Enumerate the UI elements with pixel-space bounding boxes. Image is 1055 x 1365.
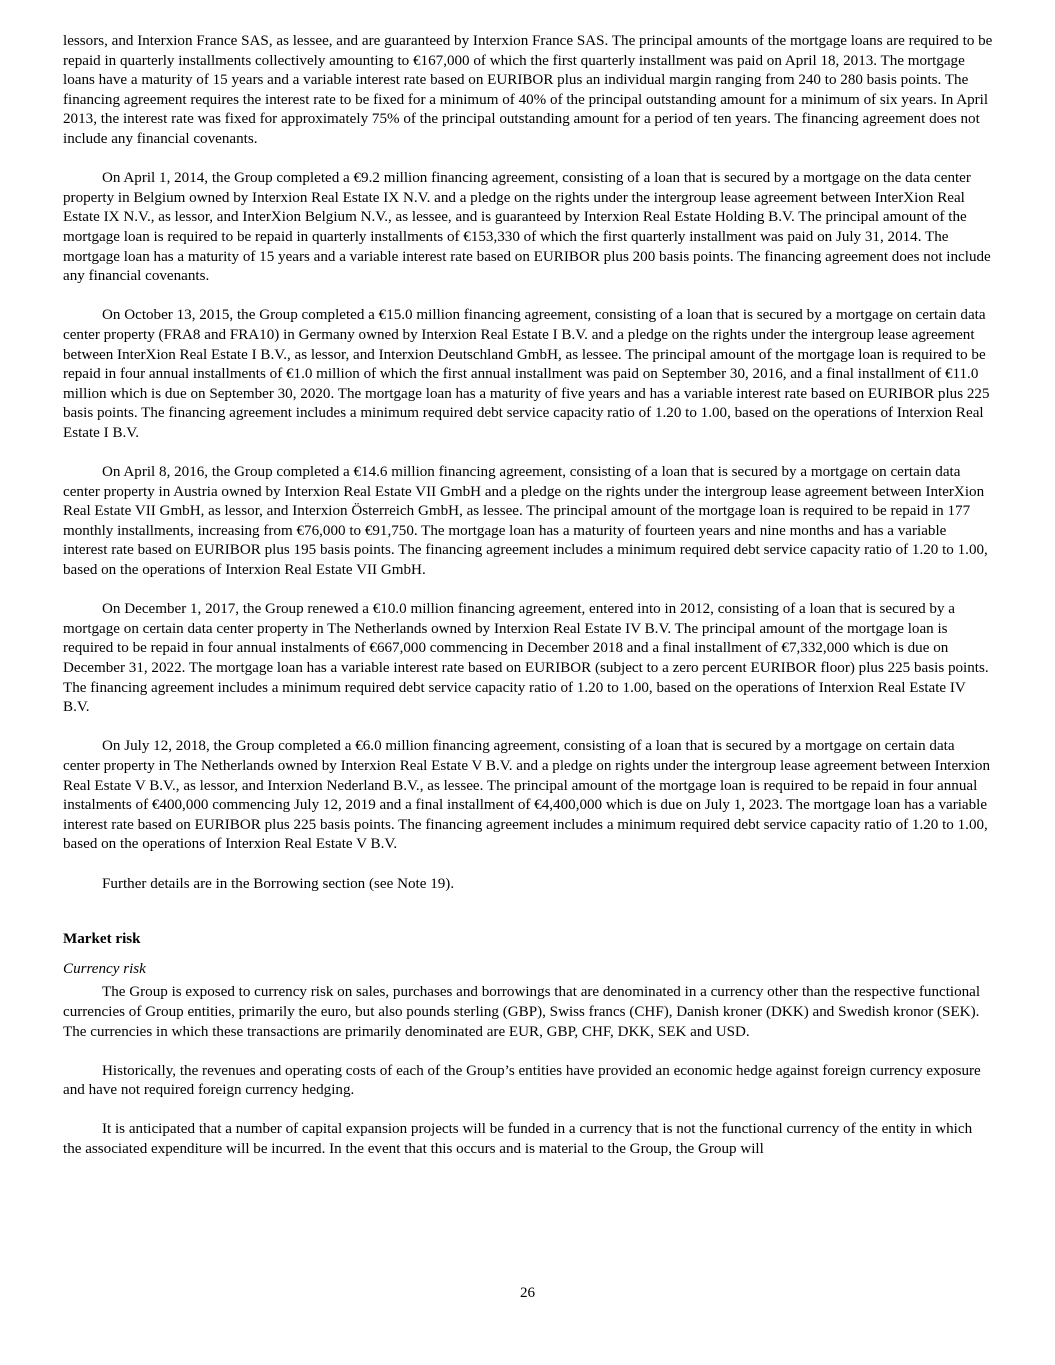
- paragraph-interxion-france-loans: lessors, and Interxion France SAS, as lessee, and are guaranteed by Interxion France SAS. The principal amounts of the mortgage loans are required to be repaid in quarterly installments collectively amounting to €167,000 of which the first quarterly installment was paid on April 18, 2013. The mortgage loans have a maturity of 15 years and a variable interest rate based on EURIBOR plus an individual margin ranging from 240 to 280 basis points. The financing agreement requires the interest rate to be fixed for a minimum of 40% of the principal outstanding amount for a minimum of six years. In April 2013, the interest rate was fixed for approximately 75% of the principal outstanding amount for a period of ten years. The financing agreement does not include any financial covenants.: [63, 33, 993, 147]
- paragraph-germany-financing: On October 13, 2015, the Group completed a €15.0 million financing agreement, consisting of a loan that is secured by a mortgage on certain data center property (FRA8 and FRA10) in Germany owned by Interxion Real Estate I B.V. and a pledge on the rights under the intergroup lease agreement between InterXion Real Estate I B.V., as lessor, and Interxion Deutschland GmbH, as lessee. The principal amount of the mortgage loan is required to be repaid in four annual installments of €1.0 million of which the first annual installment was paid on September 30, 2016, and a final installment of €11.0 million which is due on September 30, 2020. The mortgage loan has a maturity of five years and has a variable interest rate based on EURIBOR plus 225 basis points. The financing agreement includes a minimum required debt service capacity ratio of 1.20 to 1.00, based on the operations of Interxion Real Estate I B.V.: [63, 307, 990, 441]
- paragraph-economic-hedge: Historically, the revenues and operating costs of each of the Group’s entities have provided an economic hedge against foreign currency exposure and have not required foreign currency hedging.: [63, 1062, 981, 1099]
- paragraph-currency-exposure: The Group is exposed to currency risk on sales, purchases and borrowings that are denominated in a currency other than the respective functional currencies of Group entities, primarily the euro, but also pounds sterling (GBP), Swiss francs (CHF), Danish kroner (DKK) and Swedish kronor (SEK). The currencies in which these transactions are primarily denominated are EUR, GBP, CHF, DKK, SEK and USD.: [63, 984, 981, 1040]
- page-number: 26: [519, 1285, 536, 1301]
- paragraph-borrowing-reference: Further details are in the Borrowing section (see Note 19).: [102, 875, 455, 892]
- paragraph-capital-expansion: It is anticipated that a number of capital expansion projects will be funded in a currency that is not the functional currency of the entity in which the associated expenditure will be incurred. In the event that this occurs and is material to the Group, the Group will: [63, 1121, 973, 1158]
- paragraph-netherlands-iv-financing: On December 1, 2017, the Group renewed a €10.0 million financing agreement, entered into in 2012, consisting of a loan that is secured by a mortgage on certain data center property in The Netherlands owned by Interxion Real Estate IV B.V. The principal amount of the mortgage loan is required to be repaid in four annual instalments of €667,000 commencing in December 2018 and a final installment of €7,332,000 which is due on December 31, 2022. The mortgage loan has a variable interest rate based on EURIBOR (subject to a zero percent EURIBOR floor) plus 225 basis points. The financing agreement includes a minimum required debt service capacity ratio of 1.20 to 1.00, based on the operations of Interxion Real Estate IV B.V.: [63, 601, 989, 716]
- market-risk-heading: Market risk: [63, 931, 141, 948]
- currency-risk-heading: Currency risk: [63, 960, 146, 977]
- paragraph-netherlands-v-financing: On July 12, 2018, the Group completed a €6.0 million financing agreement, consisting of a loan that is secured by a mortgage on certain data center property in The Netherlands owned by Interxion Real Estate V B.V. and a pledge on rights under the intergroup lease agreement between Interxion Real Estate V B.V., as lessor, and Interxion Nederland B.V., as lessee. The principal amount of the mortgage loan is required to be repaid in four annual instalments of €400,000 commencing July 12, 2019 and a final installment of €4,400,000 which is due on July 1, 2023. The mortgage loan has a variable interest rate based on EURIBOR plus 225 basis points. The financing agreement includes a minimum required debt service capacity ratio of 1.20 to 1.00, based on the operations of Interxion Real Estate V B.V.: [63, 738, 991, 853]
- document-page: [63, 32, 993, 1160]
- paragraph-austria-financing: On April 8, 2016, the Group completed a €14.6 million financing agreement, consisting of a loan that is secured by a mortgage on certain data center property in Austria owned by Interxion Real Estate VII GmbH and a pledge on the rights under the intergroup lease agreement between InterXion Real Estate VII GmbH, as lessor, and Interxion Österreich GmbH, as lessee. The principal amount of the mortgage loan is required to be repaid in 177 monthly installments, increasing from €76,000 to €91,750. The mortgage loan has a maturity of fourteen years and nine months and has a variable interest rate based on EURIBOR plus 195 basis points. The financing agreement includes a minimum required debt service capacity ratio of 1.20 to 1.00, based on the operations of Interxion Real Estate VII GmbH.: [63, 464, 988, 579]
- paragraph-belgium-financing: On April 1, 2014, the Group completed a €9.2 million financing agreement, consisting of a loan that is secured by a mortgage on the data center property in Belgium owned by Interxion Real Estate IX N.V. and a pledge on the rights under the intergroup lease agreement between InterXion Real Estate IX N.V., as lessor, and InterXion Belgium N.V., as lessee, and is guaranteed by Interxion Real Estate Holding B.V. The principal amount of the mortgage loan is required to be repaid in quarterly installments of €153,330 of which the first quarterly installment was paid on July 31, 2014. The mortgage loan has a maturity of 15 years and a variable interest rate based on EURIBOR plus 200 basis points. The financing agreement does not include any financial covenants.: [63, 170, 991, 285]
